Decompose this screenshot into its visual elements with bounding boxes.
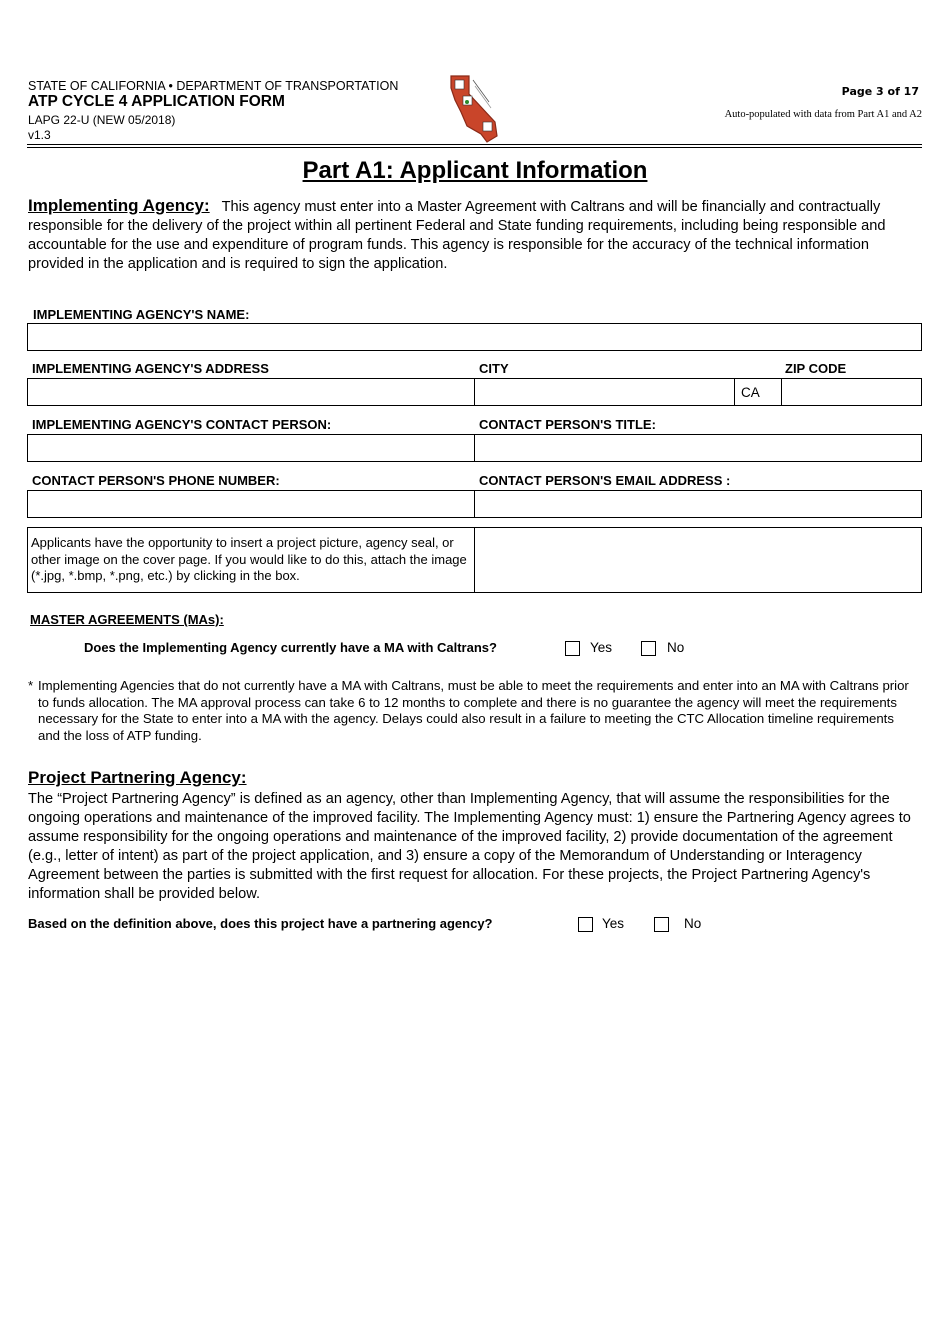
state-field: CA [734,378,782,406]
zip-code-input[interactable] [781,378,922,406]
agency-name-input[interactable] [27,323,922,351]
email-input[interactable] [474,490,922,518]
form-title: ATP CYCLE 4 APPLICATION FORM [28,93,285,110]
header-rule [27,144,922,145]
master-agreements-heading: MASTER AGREEMENTS (MAs): [30,612,224,627]
ma-no-checkbox[interactable] [641,641,656,656]
partnering-yes-checkbox[interactable] [578,917,593,932]
partnering-no-label: No [684,916,702,931]
phone-input[interactable] [27,490,475,518]
auto-populated-note: Auto-populated with data from Part A1 and A2 [724,109,922,120]
ma-no-label: No [667,640,685,655]
header-rule-double [27,147,922,148]
agency-name-label: IMPLEMENTING AGENCY'S NAME: [33,307,250,322]
note-asterisk: * [28,678,34,693]
implementing-agency-section [28,196,923,274]
partnering-no-checkbox[interactable] [654,917,669,932]
contact-title-label: CONTACT PERSON'S TITLE: [479,417,656,432]
page-indicator: Page 3 of 17 [841,85,919,98]
image-upload-box[interactable] [474,527,922,593]
phone-label: CONTACT PERSON'S PHONE NUMBER: [32,473,280,488]
page-title: Part A1: Applicant Information [302,157,648,184]
master-agreement-note-text: Implementing Agencies that do not currently have a MA with Caltrans, must be able to meet the requirements and enter into an MA with Caltrans prior to funds allocation. The MA approval process can take 6 to 12 months to complete and there is no guarantee the agency will meet the requirements necessary for the State to enter into a MA with the agency. Delays could also result in a failure to meeting the CTC Allocation timeline requirements and the loss of ATP funding. [38,678,909,743]
partnering-question: Based on the definition above, does this project have a partnering agency? [28,916,493,931]
header-agency-line: STATE OF CALIFORNIA • DEPARTMENT OF TRANSPORTATION [28,79,399,93]
form-version: v1.3 [28,128,51,142]
master-agreement-note [28,678,918,744]
email-label: CONTACT PERSON'S EMAIL ADDRESS : [479,473,731,488]
master-agreement-question: Does the Implementing Agency currently have a MA with Caltrans? [84,640,497,655]
contact-title-input[interactable] [474,434,922,462]
agency-address-input[interactable] [27,378,475,406]
form-number: LAPG 22-U (NEW 05/2018) [28,113,176,127]
implementing-agency-text: This agency must enter into a Master Agreement with Caltrans and will be financially and contractually responsible for the delivery of the project within all pertinent Federal and State funding requirements, including being responsible and accountable for the use and expenditure of program funds. This agency is responsible for the accuracy of the technical information provided in the application and is required to sign the application. [28,199,886,272]
california-atp-logo-icon [447,72,503,144]
zip-code-label: ZIP CODE [785,361,847,376]
partnering-agency-text: The “Project Partnering Agency” is defined as an agency, other than Implementing Agency, that will assume the responsibilities for the ongoing operations and maintenance of the improved facility. The Implementing Agency must: 1) ensure the Partnering Agency agrees to assume responsibility for the ongoing operations and maintenance of the improved facility, 2) provide documentation of the agreement (e.g., letter of intent) as part of the project application, and 3) ensure a copy of the Memorandum of Understanding or Interagency Agreement between the parties is submitted with the first request for allocation. For these projects, the Project Partnering Agency's information shall be provided below. [28,791,911,902]
partnering-yes-label: Yes [602,916,625,931]
city-label: CITY [479,361,509,376]
contact-person-input[interactable] [27,434,475,462]
agency-address-label: IMPLEMENTING AGENCY'S ADDRESS [32,361,269,376]
city-input[interactable] [474,378,735,406]
image-upload-instructions: Applicants have the opportunity to insert a project picture, agency seal, or other image on the cover page. If you would like to do this, attach the image (*.jpg, *.bmp, *.png, etc.) by clicking in the box. [31,535,467,583]
ma-yes-checkbox[interactable] [565,641,580,656]
partnering-agency-heading: Project Partnering Agency: [28,768,247,787]
ma-yes-label: Yes [590,640,613,655]
implementing-agency-heading: Implementing Agency: [28,196,210,215]
contact-person-label: IMPLEMENTING AGENCY'S CONTACT PERSON: [32,417,332,432]
